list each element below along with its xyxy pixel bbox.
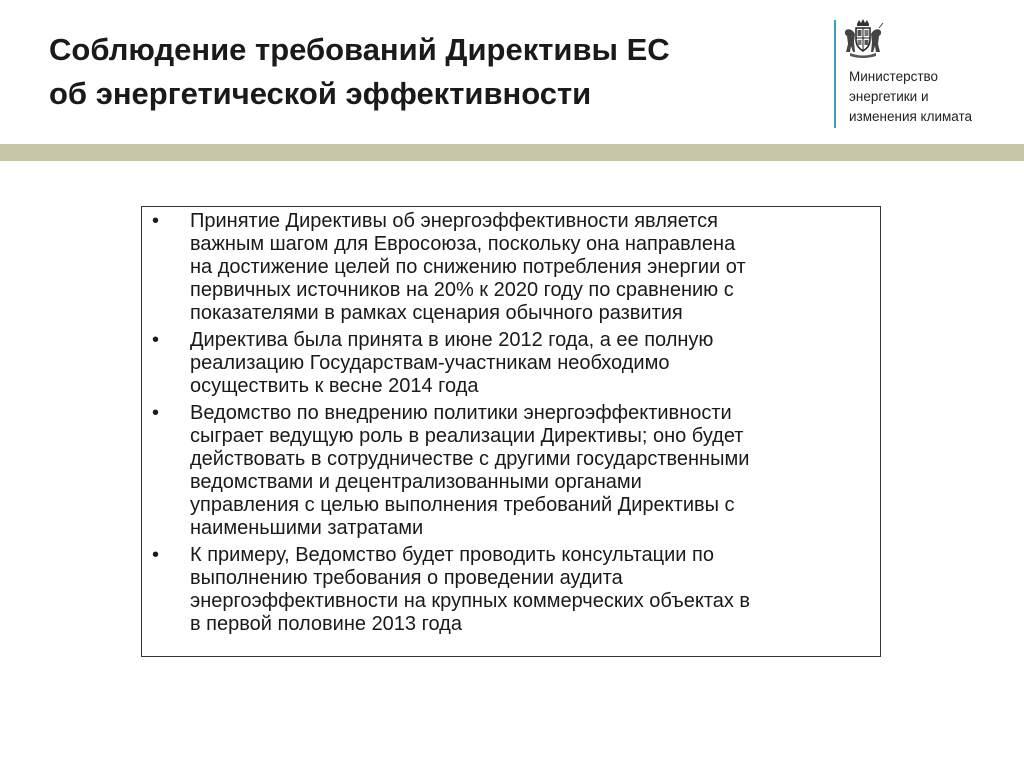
bullet-list	[142, 207, 880, 636]
slide-title-line: об энергетической эффективности	[49, 76, 592, 111]
bullet-marker: •	[152, 402, 160, 424]
bullet-item	[142, 402, 880, 540]
bullet-text-line: действовать в сотрудничестве с другими государственными	[190, 448, 750, 470]
bullet-text-line: энергоэффективности на крупных коммерческих объектах в	[190, 590, 751, 612]
bullet-text-line: важным шагом для Евросоюза, поскольку она направлена	[190, 233, 736, 255]
bullet-text-line: в первой половине 2013 года	[190, 613, 462, 635]
ministry-name-line: изменения климата	[849, 109, 973, 124]
bullet-text-line: Принятие Директивы об энергоэффективности является	[190, 210, 718, 232]
header-band	[0, 144, 1024, 161]
bullet-text-line: на достижение целей по снижению потребления энергии от	[190, 256, 746, 278]
bullet-text-line: выполнению требования о проведении аудита	[190, 567, 623, 589]
bullet-text-line: К примеру, Ведомство будет проводить консультации по	[190, 544, 714, 566]
bullet-marker: •	[152, 544, 160, 566]
bullet-text-line: Ведомство по внедрению политики энергоэффективности	[190, 402, 732, 424]
content-box	[141, 206, 881, 657]
ministry-name	[849, 67, 972, 127]
bullet-text-line: Директива была принята в июне 2012 года, а ее полную	[190, 329, 714, 351]
bullet-text-line: первичных источников на 20% к 2020 году по сравнению с	[190, 279, 734, 301]
bullet-item	[142, 544, 880, 636]
ministry-name-line: энергетики и	[849, 89, 929, 104]
bullet-text-line: показателями в рамках сценария обычного развития	[190, 302, 683, 324]
slide-title	[49, 28, 809, 116]
bullet-marker: •	[152, 210, 160, 232]
bullet-item	[142, 210, 880, 325]
bullet-item	[142, 329, 880, 398]
bullet-text-line: осуществить к весне 2014 года	[190, 375, 479, 397]
bullet-text-line: реализацию Государствам-участникам необходимо	[190, 352, 670, 374]
royal-crest-icon	[842, 18, 884, 58]
bullet-text-line: сыграет ведущую роль в реализации Директивы; оно будет	[190, 425, 744, 447]
bullet-text-line: ведомствами и децентрализованными органами	[190, 471, 642, 493]
header-divider-line	[834, 20, 836, 128]
slide-title-line: Соблюдение требований Директивы ЕС	[49, 32, 670, 67]
bullet-marker: •	[152, 329, 160, 351]
bullet-text-line: наименьшими затратами	[190, 517, 424, 539]
bullet-text-line: управления с целью выполнения требований Директивы с	[190, 494, 735, 516]
ministry-name-line: Министерство	[849, 69, 939, 84]
